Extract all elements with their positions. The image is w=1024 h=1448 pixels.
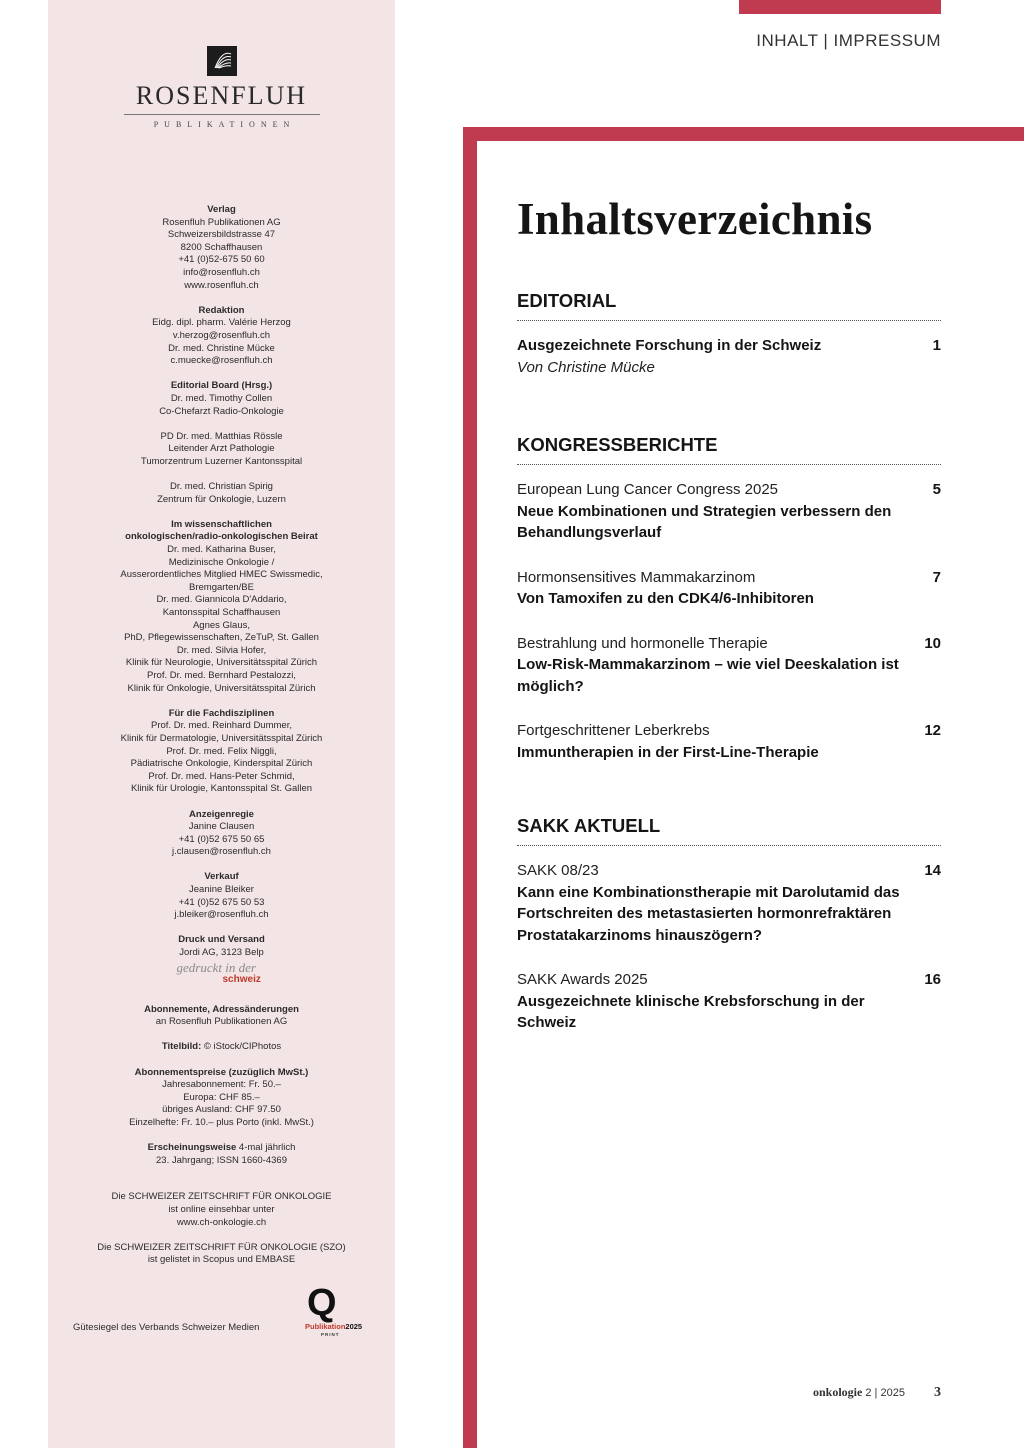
imprint-line: Prof. Dr. med. Hans-Peter Schmid, (148, 770, 295, 782)
entry-page-number: 7 (932, 568, 941, 586)
imprint-druck (48, 934, 395, 989)
imprint-titelbild (48, 1041, 395, 1054)
entry-title: Kann eine Kombinationstherapie mit Darolutamid das Fortschreiten des metastasierten hormonrefraktären Prostatakarzinoms hinauszögern? (517, 883, 900, 944)
toc-entry[interactable] (517, 860, 941, 946)
rose-emblem-icon (207, 46, 237, 76)
imprint-line: +41 (0)52 675 50 53 (178, 896, 265, 908)
page-number: 3 (934, 1385, 941, 1400)
imprint-line: ist online einsehbar unter (168, 1203, 275, 1215)
frame-left-border (463, 127, 477, 1448)
imprint-line: Rosenfluh Publikationen AG (162, 216, 281, 228)
imprint-line: Pädiatrische Onkologie, Kinderspital Zürich (130, 758, 313, 770)
accent-bar (739, 0, 941, 14)
imprint-line: Klinik für Neurologie, Universitätsspital Zürich (125, 657, 318, 669)
logo-subtitle: PUBLIKATIONEN (153, 120, 296, 129)
imprint-line: Die SCHWEIZER ZEITSCHRIFT FÜR ONKOLOGIE (SZO) (97, 1241, 346, 1253)
imprint-line: Einzelhefte: Fr. 10.– plus Porto (inkl. MwSt.) (129, 1116, 314, 1128)
entry-page-number: 10 (924, 634, 941, 652)
toc-entry[interactable] (517, 633, 941, 698)
toc-entry[interactable] (517, 969, 941, 1034)
printed-logo-country: schweiz (222, 973, 261, 985)
imprint-line: übriges Ausland: CHF 97.50 (162, 1104, 281, 1116)
q-badge-year: 2025 (345, 1322, 363, 1331)
imprint-heading: Abonnemente, Adressänderungen (144, 1003, 299, 1015)
masthead-sidebar (48, 0, 395, 1448)
entry-title: Immuntherapien in der First-Line-Therapie (517, 743, 819, 761)
toc-entry[interactable] (517, 567, 941, 610)
imprint-heading: Verkauf (204, 871, 239, 883)
entry-author: Von Christine Mücke (517, 358, 655, 376)
imprint-line: Dr. med. Silvia Hofer, (176, 644, 267, 656)
imprint-verkauf (48, 871, 395, 921)
publisher-logo (48, 46, 395, 129)
entry-title: Ausgezeichnete Forschung in der Schweiz (517, 337, 822, 354)
toc-entry[interactable] (517, 479, 941, 544)
toc-section-kongressberichte (517, 434, 941, 763)
entry-page-number: 1 (932, 337, 941, 354)
imprint-line: PD Dr. med. Matthias Rössle (160, 430, 283, 442)
imprint-heading: onkologischen/radio-onkologischen Beirat (125, 531, 318, 543)
imprint-line: v.herzog@rosenfluh.ch (172, 329, 271, 341)
toc-section-sakk (517, 815, 941, 1034)
imprint-line: Prof. Dr. med. Reinhard Dummer, (151, 720, 292, 732)
q-badge-letter: Q (307, 1282, 337, 1324)
logo-name: ROSENFLUH (135, 81, 308, 110)
entry-kicker: SAKK Awards 2025 (517, 971, 648, 988)
toc-entry[interactable] (517, 720, 941, 763)
imprint-line: Janine Clausen (188, 821, 255, 833)
entry-kicker: Fortgeschrittener Leberkrebs (517, 722, 710, 739)
q-publikation-badge (305, 1282, 375, 1348)
section-heading: SAKK AKTUELL (517, 815, 941, 846)
imprint-line: Jordi AG, 3123 Belp (179, 947, 264, 959)
imprint-line: j.clausen@rosenfluh.ch (172, 846, 271, 858)
imprint-line (48, 1142, 395, 1155)
imprint-line: Dr. med. Christine Mücke (168, 342, 275, 354)
imprint-line: Europa: CHF 85.– (183, 1091, 260, 1103)
imprint-line: Schweizersbildstrasse 47 (167, 229, 276, 241)
imprint-line: Dr. med. Katharina Buser, (167, 544, 276, 556)
entry-kicker: Hormonsensitives Mammakarzinom (517, 568, 756, 586)
q-badge-text (305, 1322, 362, 1331)
imprint-anzeigen (48, 809, 395, 859)
imprint-line: Leitender Arzt Pathologie (168, 443, 275, 455)
entry-page-number: 12 (924, 722, 941, 739)
section-heading: KONGRESSBERICHTE (517, 434, 941, 465)
imprint-board-3 (48, 481, 395, 506)
imprint-line: Kantonsspital Schaffhausen (162, 607, 281, 618)
imprint-line: 23. Jahrgang; ISSN 1660-4369 (156, 1154, 287, 1166)
imprint-line: Bremgarten/BE (189, 581, 254, 593)
quality-seal-caption: Gütesiegel des Verbands Schweizer Medien (73, 1322, 260, 1333)
imprint-line: Jahresabonnement: Fr. 50.– (162, 1079, 281, 1091)
toc-entry[interactable] (517, 335, 941, 378)
imprint-verlag (48, 204, 395, 292)
imprint-scopus (48, 1242, 395, 1267)
imprint-line: ist gelistet in Scopus und EMBASE (147, 1254, 296, 1266)
imprint-heading: Für die Fachdisziplinen (168, 707, 275, 719)
entry-page-number: 16 (924, 971, 941, 988)
imprint-line: j.bleiker@rosenfluh.ch (174, 909, 269, 921)
printed-logo-text: gedruckt in der (176, 959, 256, 975)
imprint-value: © iStock/CIPhotos (201, 1041, 282, 1053)
imprint-line: Klinik für Onkologie, Universitätsspital Zürich (127, 682, 316, 694)
q-badge-sub: PRINT (321, 1332, 340, 1337)
imprint-preise (48, 1067, 395, 1130)
imprint-line: www.rosenfluh.ch (184, 279, 259, 291)
imprint (48, 204, 395, 1280)
journal-name: onkologie (812, 1385, 863, 1399)
imprint-line: Medizinische Onkologie / (168, 556, 275, 568)
entry-kicker: SAKK 08/23 (517, 862, 599, 879)
imprint-heading: Verlag (207, 204, 236, 215)
imprint-line: Zentrum für Onkologie, Luzern (157, 493, 286, 505)
imprint-line: Prof. Dr. med. Bernhard Pestalozzi, (147, 669, 296, 681)
imprint-beirat (48, 519, 395, 695)
imprint-value: 4-mal jährlich (236, 1142, 296, 1154)
imprint-line: Ausserordentliches Mitglied HMEC Swissmedic, (120, 569, 323, 581)
section-heading: EDITORIAL (517, 290, 941, 321)
q-badge-word: Publikation (305, 1322, 346, 1331)
imprint-line: PhD, Pflegewissenschaften, ZeTuP, St. Gallen (124, 632, 319, 644)
section-label: INHALT | IMPRESSUM (756, 31, 941, 50)
imprint-line: www.ch-onkologie.ch (176, 1216, 267, 1228)
entry-title: Ausgezeichnete klinische Krebsforschung in der Schweiz (517, 992, 865, 1031)
imprint-board (48, 380, 395, 418)
entry-title: Low-Risk-Mammakarzinom – wie viel Deeskalation ist möglich? (517, 656, 899, 695)
imprint-line: Prof. Dr. med. Felix Niggli, (166, 745, 277, 757)
imprint-line: Co-Chefarzt Radio-Onkologie (159, 405, 284, 417)
imprint-line: Agnes Glaus, (192, 619, 251, 631)
imprint-line: Eidg. dipl. pharm. Valérie Herzog (152, 317, 291, 329)
imprint-heading: Im wissenschaftlichen (171, 518, 272, 530)
imprint-line (48, 1041, 395, 1054)
imprint-fachdisziplinen (48, 708, 395, 796)
imprint-line: +41 (0)52 675 50 65 (178, 833, 265, 845)
imprint-line: Klinik für Urologie, Kantonsspital St. Gallen (130, 783, 313, 795)
printed-in-switzerland-logo (167, 959, 277, 990)
imprint-line: 8200 Schaffhausen (180, 241, 263, 253)
imprint-line: Dr. med. Christian Spirig (170, 481, 273, 493)
imprint-line: Dr. med. Timothy Collen (170, 392, 273, 404)
imprint-heading: Abonnementspreise (zuzüglich MwSt.) (134, 1066, 309, 1078)
imprint-board-2 (48, 431, 395, 469)
imprint-line: Dr. med. Giannicola D'Addario, (156, 594, 287, 606)
issue-number: 2 | 2025 (865, 1387, 905, 1399)
imprint-erscheinung (48, 1142, 395, 1167)
toc-section-editorial (517, 290, 941, 378)
imprint-line: an Rosenfluh Publikationen AG (155, 1016, 288, 1028)
imprint-heading: Editorial Board (Hrsg.) (170, 380, 273, 392)
entry-title: Neue Kombinationen und Strategien verbessern den Behandlungsverlauf (517, 502, 892, 541)
imprint-abo (48, 1004, 395, 1029)
imprint-line: Tumorzentrum Luzerner Kantonsspital (140, 455, 303, 467)
logo-divider (124, 114, 320, 115)
frame-top-border (463, 127, 1024, 141)
entry-kicker: European Lung Cancer Congress 2025 (517, 481, 779, 498)
entry-page-number: 14 (924, 862, 941, 879)
imprint-line: +41 (0)52-675 50 60 (178, 254, 265, 266)
entry-title: Von Tamoxifen zu den CDK4/6-Inhibitoren (517, 590, 814, 607)
imprint-heading: Druck und Versand (178, 934, 265, 946)
page-footer (813, 1385, 941, 1401)
imprint-line: Jeanine Bleiker (189, 884, 254, 896)
imprint-heading: Redaktion (198, 304, 245, 316)
imprint-online (48, 1191, 395, 1229)
imprint-line: c.muecke@rosenfluh.ch (170, 355, 273, 367)
entry-page-number: 5 (932, 481, 941, 498)
imprint-line: Klinik für Dermatologie, Universitätsspital Zürich (120, 732, 323, 744)
imprint-label: Erscheinungsweise (147, 1142, 237, 1154)
imprint-line: info@rosenfluh.ch (183, 266, 260, 278)
imprint-line: Die SCHWEIZER ZEITSCHRIFT FÜR ONKOLOGIE (111, 1191, 332, 1203)
imprint-heading: Anzeigenregie (189, 808, 254, 820)
imprint-label: Titelbild: (161, 1041, 202, 1053)
page-title: Inhaltsverzeichnis (517, 194, 873, 244)
entry-kicker: Bestrahlung und hormonelle Therapie (517, 634, 768, 652)
imprint-redaktion (48, 305, 395, 368)
